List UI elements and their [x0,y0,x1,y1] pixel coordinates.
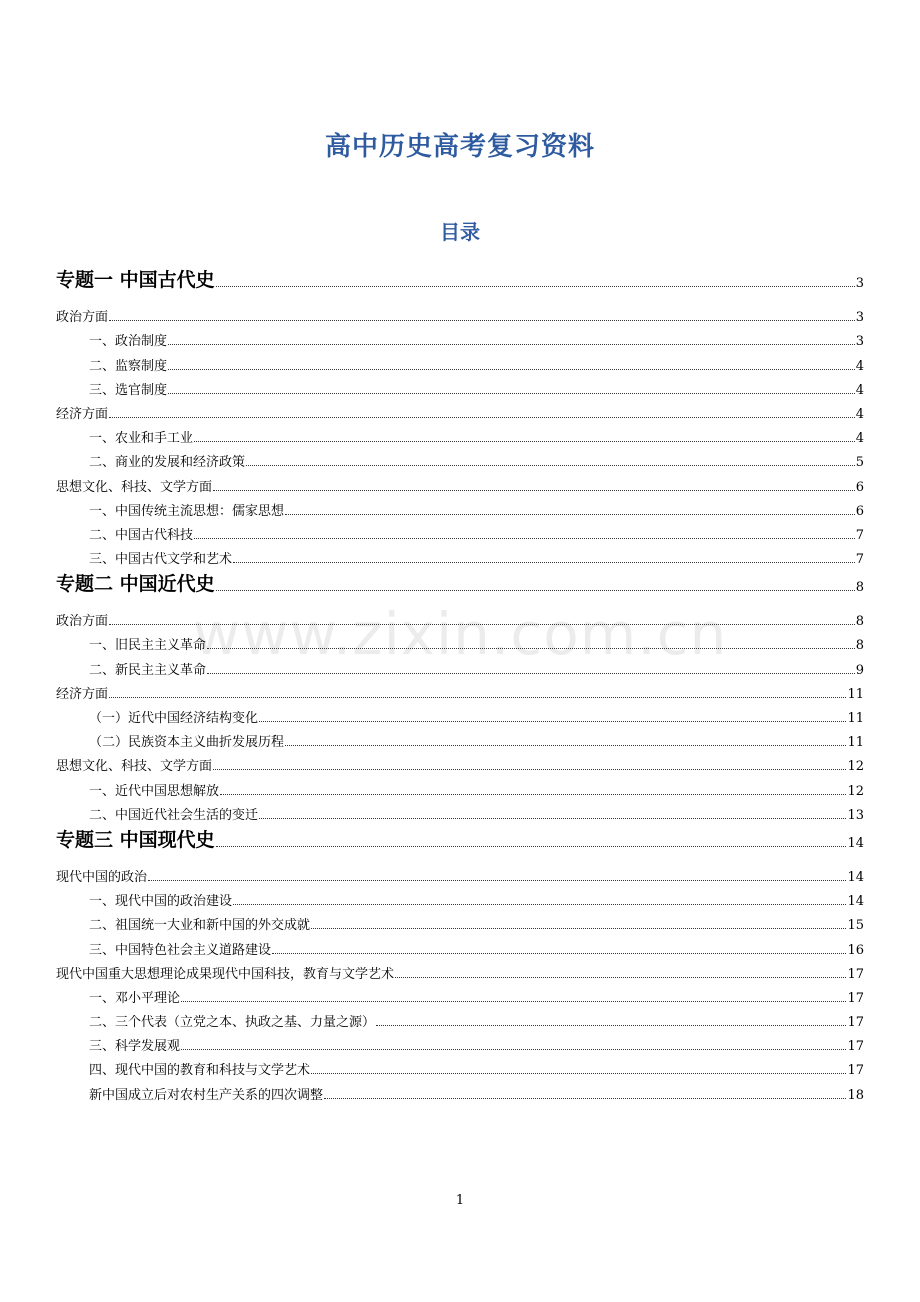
toc-entry-label: 经济方面 [56,686,109,702]
toc-entry-page: 12 [847,783,864,799]
toc-entry-page: 14 [847,869,864,885]
toc-subsection-entry[interactable] [56,324,864,348]
toc-entry-page: 17 [847,966,864,982]
toc-dot-leader [259,721,846,722]
toc-subsection-entry[interactable] [56,494,864,518]
toc-dot-leader [207,673,855,674]
toc-subsection-entry[interactable] [56,1029,864,1053]
toc-entry-page: 4 [855,431,864,447]
toc-dot-leader [109,320,855,321]
toc-entry-label: 一、邓小平理论 [89,990,181,1006]
toc-dot-leader [376,1025,846,1026]
toc-entry-page: 5 [855,455,864,471]
toc-subsection-entry[interactable] [56,884,864,908]
toc-section-entry[interactable] [56,397,864,421]
toc-entry-page: 17 [847,1063,864,1079]
toc-dot-leader [109,417,855,418]
toc-entry-label: 新中国成立后对农村生产关系的四次调整 [89,1087,324,1103]
toc-entry-page: 13 [847,807,864,823]
toc-dot-leader [220,794,846,795]
toc-dot-leader [181,1001,846,1002]
toc-entry-label: 思想文化、科技、文学方面 [56,759,213,775]
toc-entry-label: 二、祖国统一大业和新中国的外交成就 [89,918,311,934]
toc-entry-label: 三、选官制度 [89,382,168,398]
toc-entry-label: 政治方面 [56,614,109,630]
toc-subsection-entry[interactable] [56,652,864,676]
toc-dot-leader [285,745,846,746]
toc-entry-label: 专题二 中国近代史 [56,573,215,596]
toc-section-entry[interactable] [56,300,864,324]
toc-entry-label: 一、政治制度 [89,334,168,350]
toc-entry-label: 二、监察制度 [89,358,168,374]
toc-entry-label: 经济方面 [56,406,109,422]
toc-dot-leader [194,538,855,539]
toc-entry-page: 14 [847,835,864,851]
toc-dot-leader [168,393,855,394]
toc-chapter-entry[interactable] [56,570,864,594]
toc-subsection-entry[interactable] [56,518,864,542]
toc-chapter-entry[interactable] [56,826,864,850]
toc-dot-leader [213,490,855,491]
toc-section-entry[interactable] [56,957,864,981]
toc-entry-label: 一、中国传统主流思想：儒家思想 [89,503,285,519]
toc-section-entry[interactable] [56,860,864,884]
toc-entry-label: 三、中国古代文学和艺术 [89,552,233,568]
toc-dot-leader [246,465,855,466]
toc-entry-label: 一、近代中国思想解放 [89,783,220,799]
toc-dot-leader [216,286,855,287]
toc-dot-leader [168,344,855,345]
document-title: 高中历史高考复习资料 [324,132,595,162]
toc-entry-page: 8 [855,614,864,630]
toc-dot-leader [109,697,846,698]
toc-section-entry[interactable] [56,469,864,493]
toc-entry-label: 政治方面 [56,310,109,326]
toc-entry-page: 7 [855,527,864,543]
toc-dot-leader [395,977,846,978]
toc-dot-leader [213,769,846,770]
toc-entry-page: 9 [855,662,864,678]
toc-heading: 目录 [440,220,480,244]
toc-entry-label: 四、现代中国的教育和科技与文学艺术 [89,1063,311,1079]
watermark: www.zixin.com.cn [192,600,728,668]
toc-entry-label: （二）民族资本主义曲折发展历程 [89,735,285,751]
toc-entry-page: 11 [847,735,864,751]
toc-entry-label: 专题三 中国现代史 [56,828,215,851]
toc-subsection-entry[interactable] [56,348,864,372]
toc-dot-leader [216,846,847,847]
toc-entry-label: 二、中国古代科技 [89,527,194,543]
toc-dot-leader [148,880,846,881]
toc-entry-page: 6 [855,503,864,519]
toc-entry-label: 三、科学发展观 [89,1039,181,1055]
toc-entry-page: 3 [855,276,864,291]
toc-entry-page: 7 [855,552,864,568]
toc-entry-page: 16 [847,942,864,958]
toc-subsection-entry[interactable] [56,773,864,797]
toc-entry-label: 专题一 中国古代史 [56,269,215,291]
toc-entry-page: 3 [855,310,864,326]
table-of-contents [56,262,864,1102]
toc-subsection-entry[interactable] [56,1005,864,1029]
toc-dot-leader [272,953,846,954]
toc-dot-leader [216,590,855,591]
toc-dot-leader [233,562,855,563]
toc-subsection-entry[interactable] [56,725,864,749]
toc-entry-label: 一、现代中国的政治建设 [89,894,233,910]
toc-chapter-entry[interactable] [56,266,864,290]
toc-entry-page: 8 [855,580,864,596]
toc-subsection-entry[interactable] [56,373,864,397]
toc-subsection-entry[interactable] [56,628,864,652]
toc-entry-page: 4 [855,358,864,374]
toc-dot-leader [285,514,855,515]
toc-dot-leader [311,1073,846,1074]
toc-entry-page: 4 [855,406,864,422]
toc-dot-leader [109,624,855,625]
toc-subsection-entry[interactable] [56,542,864,566]
toc-subsection-entry[interactable] [56,1053,864,1077]
toc-entry-label: 二、商业的发展和经济政策 [89,455,246,471]
toc-section-entry[interactable] [56,677,864,701]
toc-entry-label: 三、中国特色社会主义道路建设 [89,942,272,958]
toc-entry-label: 一、旧民主主义革命 [89,638,207,654]
toc-entry-label: 二、新民主主义革命 [89,662,207,678]
toc-subsection-entry[interactable] [56,701,864,725]
toc-entry-label: 二、中国近代社会生活的变迁 [89,807,259,823]
toc-entry-page: 3 [855,334,864,350]
toc-entry-page: 18 [847,1087,864,1103]
toc-entry-page: 11 [847,686,864,702]
toc-subsection-entry[interactable] [56,981,864,1005]
toc-entry-page: 6 [855,479,864,495]
toc-entry-page: 17 [847,1015,864,1031]
toc-entry-page: 12 [847,759,864,775]
toc-entry-page: 11 [847,711,864,726]
toc-entry-page: 15 [847,918,864,934]
toc-dot-leader [233,904,846,905]
toc-subsection-entry[interactable] [56,445,864,469]
toc-dot-leader [259,818,846,819]
toc-dot-leader [194,441,855,442]
toc-section-entry[interactable] [56,749,864,773]
toc-subsection-entry[interactable] [56,421,864,445]
toc-dot-leader [168,369,855,370]
toc-subsection-entry[interactable] [56,798,864,822]
toc-entry-page: 17 [847,1039,864,1055]
toc-section-entry[interactable] [56,604,864,628]
toc-dot-leader [311,928,846,929]
toc-subsection-entry[interactable] [56,932,864,956]
toc-subsection-entry[interactable] [56,908,864,932]
page-number: 1 [455,1193,465,1208]
toc-subsection-entry[interactable] [56,1077,864,1101]
toc-entry-page: 17 [847,990,864,1006]
toc-entry-page: 8 [855,638,864,654]
toc-entry-label: 现代中国的政治 [56,869,148,885]
toc-entry-label: 现代中国重大思想理论成果现代中国科技，教育与文学艺术 [56,966,395,982]
toc-entry-label: （一）近代中国经济结构变化 [89,711,259,726]
toc-dot-leader [207,648,855,649]
toc-entry-page: 14 [847,894,864,910]
toc-entry-label: 思想文化、科技、文学方面 [56,479,213,495]
toc-entry-page: 4 [855,382,864,398]
toc-dot-leader [181,1049,846,1050]
toc-entry-label: 二、三个代表（立党之本、执政之基、力量之源） [89,1015,376,1031]
toc-entry-label: 一、农业和手工业 [89,431,194,447]
toc-dot-leader [324,1098,846,1099]
